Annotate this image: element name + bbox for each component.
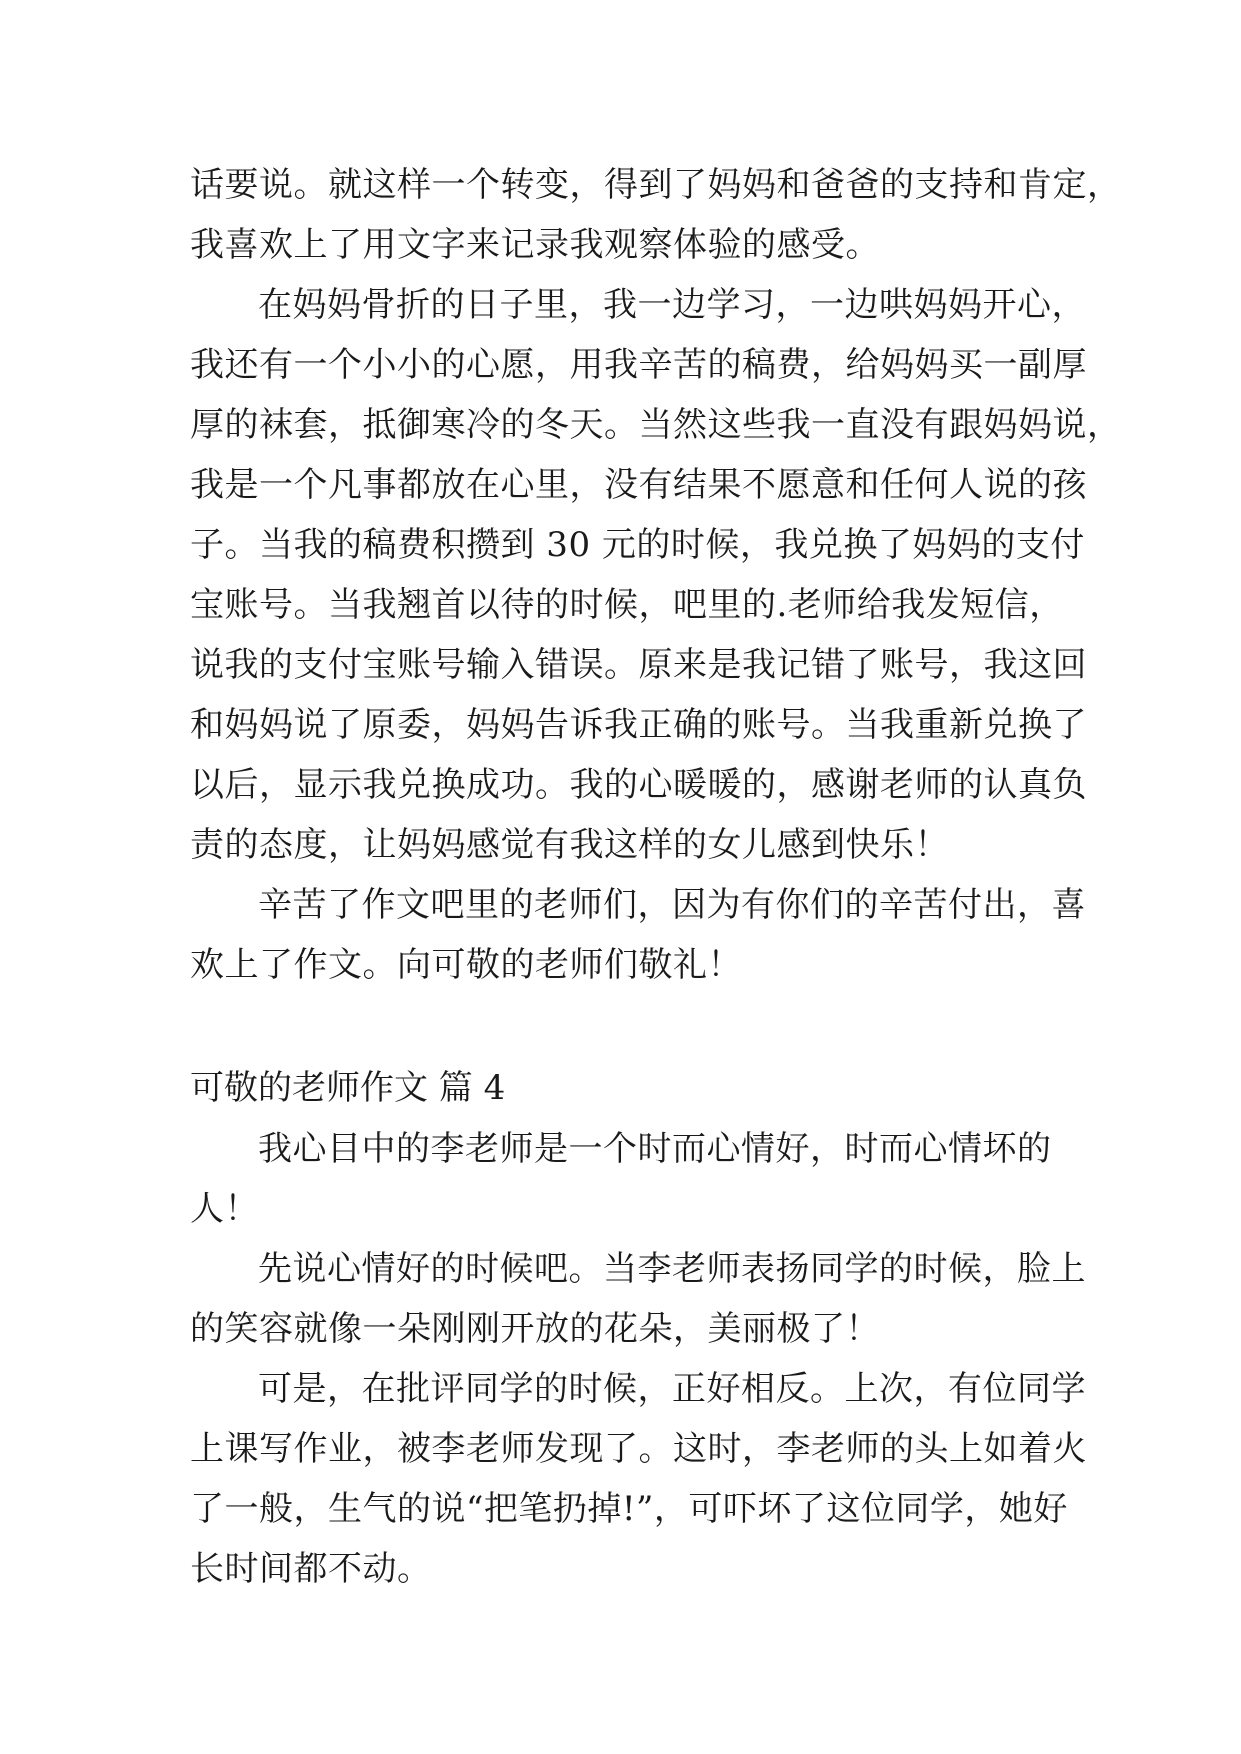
paragraph-line: 我喜欢上了用文字来记录我观察体验的感受。 (190, 225, 880, 265)
paragraph-line: 责的态度，让妈妈感觉有我这样的女儿感到快乐！ (190, 825, 949, 865)
paragraph-line: 宝账号。当我翘首以待的时候，吧里的.老师给我发短信， (190, 585, 1064, 625)
paragraph-line: 说我的支付宝账号输入错误。原来是我记错了账号，我这回 (190, 645, 1087, 685)
paragraph-line: 我是一个凡事都放在心里，没有结果不愿意和任何人说的孩 (190, 465, 1087, 505)
paragraph-line: 以后，显示我兑换成功。我的心暖暖的，感谢老师的认真负 (190, 765, 1087, 805)
paragraph-line: 我还有一个小小的心愿，用我辛苦的稿费，给妈妈买一副厚 (190, 345, 1087, 385)
document-body (190, 155, 1122, 1599)
section-spacer (190, 995, 1060, 1057)
paragraph-line: 了一般，生气的说“把笔扔掉!”，可吓坏了这位同学，她好 (190, 1489, 1068, 1529)
paragraph-1 (190, 155, 1122, 275)
paragraph-line: 和妈妈说了原委，妈妈告诉我正确的账号。当我重新兑换了 (190, 705, 1087, 745)
paragraph-line: 我心目中的李老师是一个时而心情好，时而心情坏的 (258, 1129, 1052, 1169)
paragraph-line: 可是，在批评同学的时候，正好相反。上次，有位同学 (258, 1369, 1086, 1409)
paragraph-line: 欢上了作文。向可敬的老师们敬礼！ (190, 945, 742, 985)
paragraph-line: 厚的袜套，抵御寒冷的冬天。当然这些我一直没有跟妈妈说， (190, 405, 1122, 445)
paragraph-line: 在妈妈骨折的日子里，我一边学习，一边哄妈妈开心， (258, 285, 1086, 325)
paragraph-line: 先说心情好的时候吧。当李老师表扬同学的时候，脸上 (258, 1249, 1086, 1289)
paragraph-line: 长时间都不动。 (190, 1549, 432, 1589)
paragraph-line: 辛苦了作文吧里的老师们，因为有你们的辛苦付出，喜 (258, 885, 1086, 925)
paragraph-line: 的笑容就像一朵刚刚开放的花朵，美丽极了！ (190, 1309, 880, 1349)
paragraph-line: 人！ (190, 1189, 259, 1229)
paragraph-3 (190, 875, 1086, 995)
paragraph-line: 话要说。就这样一个转变，得到了妈妈和爸爸的支持和肯定， (190, 165, 1122, 205)
paragraph-4 (190, 1119, 1060, 1239)
section-title: 可敬的老师作文 篇 4 (190, 1068, 506, 1108)
paragraph-line: 上课写作业，被李老师发现了。这时，李老师的头上如着火 (190, 1429, 1087, 1469)
paragraph-2 (190, 275, 1122, 875)
paragraph-6 (190, 1359, 1087, 1599)
paragraph-line: 子。当我的稿费积攒到 30 元的时候，我兑换了妈妈的支付 (190, 525, 1085, 565)
paragraph-5 (190, 1239, 1086, 1359)
